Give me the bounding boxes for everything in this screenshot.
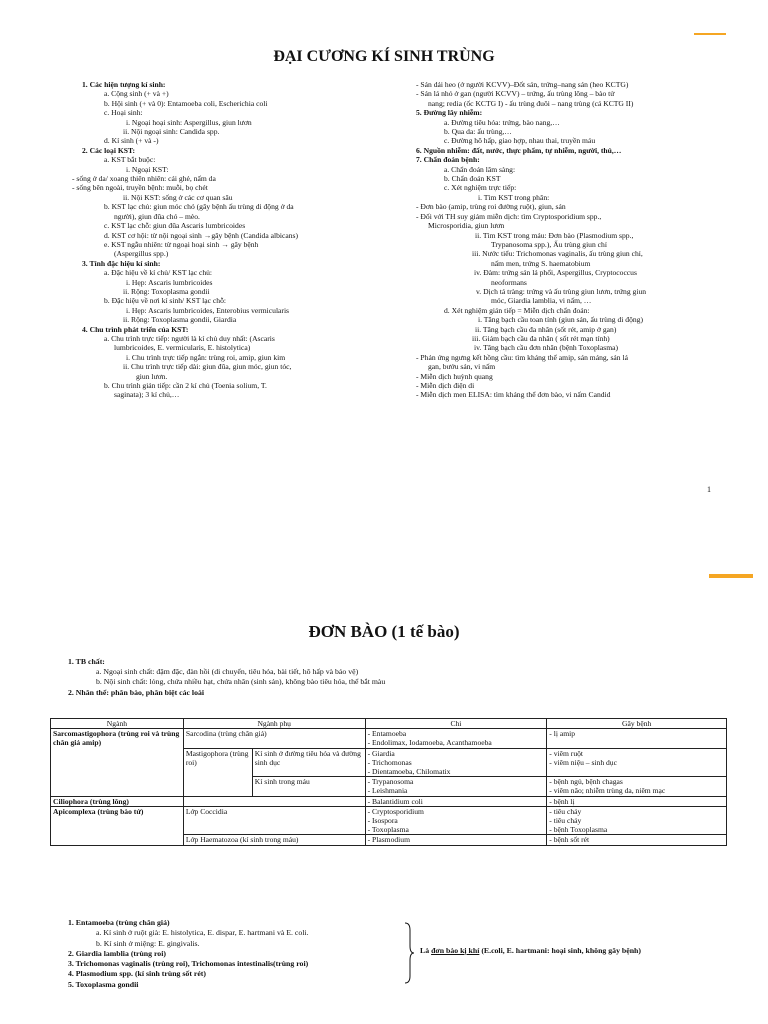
text-line: iii. Giảm bạch cầu đa nhân ( sốt rét mạn tính) <box>472 333 610 343</box>
text-line: i. Hẹp: Ascaris lumbricoides, Enterobius vermicularis <box>126 305 290 315</box>
text-line: b. Kí sinh ở miệng: E. gingivalis. <box>96 938 200 948</box>
cell-line: - Dientamoeba, Chilomatix <box>367 767 451 777</box>
cell-line: - Isospora <box>367 816 398 826</box>
text-line: ii. Nội ngoại sinh: Candida spp. <box>123 127 220 137</box>
page-1-left-column <box>72 80 402 400</box>
text-line: - sống ở da/ xoang thiên nhiên: cái ghẻ, nấm da <box>72 174 216 184</box>
cell-line: - bệnh lị <box>549 796 575 806</box>
table-cell-subphylum: Sarcodina (trùng chân giả) <box>183 729 365 748</box>
text-line: ii. Nội KST: sống ở các cơ quan sâu <box>123 192 233 202</box>
cell-line: - viêm ruột <box>549 748 584 758</box>
table-cell-nganh <box>51 729 184 796</box>
text-line: giun lươn. <box>136 371 168 381</box>
text-line: - sống bên ngoài, truyền bệnh: muỗi, bọ chét <box>72 183 208 193</box>
table-cell-genus <box>365 777 547 796</box>
table-header-row <box>51 719 727 729</box>
table-row <box>51 796 727 806</box>
table-cell-genus <box>365 748 547 777</box>
table-cell-disease <box>547 729 727 748</box>
table-cell-disease <box>547 806 727 835</box>
cell-line: - Cryptosporidium <box>367 806 424 816</box>
page-2-intro <box>68 657 728 698</box>
cell-line: - tiêu chảy <box>549 816 582 826</box>
text-line: - Miễn dịch huỳnh quang <box>416 371 493 381</box>
cell-line: - Entamoeba <box>367 729 407 739</box>
table-cell-genus <box>365 806 547 835</box>
cell-line: - Giardia <box>367 748 395 758</box>
table-header: Chi <box>365 719 547 729</box>
text-line: b. Chẩn đoán KST <box>444 174 501 184</box>
text-line: 2. Giardia lamblia (trùng roi) <box>68 948 166 958</box>
text-line: v. Dịch tá tràng: trứng và ấu trùng giun lươn, trứng giun <box>476 286 647 296</box>
text-line: Microsporidia, giun lươn <box>428 221 505 231</box>
text-line: - Sán dải heo (ở người KCVV)–Đốt sán, trứng–nang sán (heo KCTG) <box>416 80 629 89</box>
text-line: a. Chu trình trực tiếp: người là kí chủ duy nhất: (Ascaris <box>104 333 275 343</box>
text-line: - Sán lá nhỏ ở gan (người KCVV) – trứng, ấu trùng lông – bào tử <box>416 89 615 99</box>
text-line: - Miễn dịch men ELISA: tìm kháng thể đơn bào, vi nấm Candid <box>416 390 611 400</box>
curly-brace-icon <box>404 922 414 984</box>
text-line: 5. Đường lây nhiễm: <box>416 108 483 118</box>
table-row <box>51 729 727 748</box>
text-line: b. Nội sinh chất: lỏng, chứa nhiều hạt, chứa nhân (sinh sản), không bào tiêu hóa, thể bắt màu <box>96 677 386 687</box>
text-line: i. Tăng bạch cầu toan tính (giun sán, ấu trùng di động) <box>478 315 643 325</box>
text-line: c. Xét nghiệm trực tiếp: <box>444 183 517 193</box>
text-line: Trypanosoma spp.), Ấu trùng giun chỉ <box>491 239 607 249</box>
text-line: neoformans <box>491 277 527 287</box>
table-cell-subphylum: Mastigophora (trùng roi) <box>183 748 252 796</box>
text-line: a. Đặc hiệu về kí chủ/ KST lạc chủ: <box>104 268 213 278</box>
table-row <box>51 806 727 835</box>
nganh-name: Sarcomastigophora (trùng roi và trùng chân giả amip) <box>53 729 180 748</box>
text-line: b. Đặc hiệu về nơi kí sinh/ KST lạc chỗ: <box>104 296 226 306</box>
cell-line: - viêm não; nhiễm trùng da, niêm mạc <box>549 786 666 796</box>
text-line: (Aspergillus spp.) <box>114 249 169 259</box>
text-line: 3. Trichomonas vaginalis (trùng roi), Trichomonas intestinalis(trùng roi) <box>68 959 309 969</box>
text-line: 4. Plasmodium spp. (kí sinh trùng sốt rét) <box>68 969 206 979</box>
brace-note-prefix: Là <box>420 946 432 955</box>
table-cell-disease <box>547 835 727 845</box>
text-line: a. KST bắt buộc: <box>104 155 156 165</box>
table-cell-subphylum: Lớp Coccidia <box>183 806 365 835</box>
text-line: ii. Tăng bạch cầu đa nhân (sốt rét, amip ở gan) <box>475 324 617 334</box>
text-line: a. Đường tiêu hóa: trứng, bào nang,… <box>444 117 560 127</box>
cell-line: - bệnh Toxoplasma <box>549 825 608 835</box>
text-line: c. Đường hô hấp, giao hợp, nhau thai, truyền máu <box>444 136 596 146</box>
page-2-protozoa-list <box>68 918 309 990</box>
text-line: 1. Entamoeba (trùng chân giả) <box>68 918 170 927</box>
text-line: ii. Tìm KST trong máu: Đơn bào (Plasmodium spp., <box>475 230 634 240</box>
table-cell-subphylum: Lớp Haematozoa (kí sinh trong máu) <box>183 835 365 845</box>
text-line: i. Ngoại KST: <box>126 164 169 174</box>
page-2-title: ĐƠN BÀO (1 tế bào) <box>308 622 460 641</box>
table-header: Ngành <box>51 719 184 729</box>
text-line: nấm men, trứng S. haematobium <box>491 258 591 268</box>
protozoa-table <box>50 718 727 846</box>
page-gap <box>0 520 768 580</box>
text-line: iii. Nước tiểu: Trichomonas vaginalis, ấu trùng giun chỉ, <box>472 249 643 259</box>
text-line: b. Hội sinh (+ và 0): Entamoeba coli, Escherichia coli <box>104 98 268 108</box>
page-number: 1 <box>707 485 711 494</box>
text-line: 3. Tính đặc hiệu kí sinh: <box>82 258 161 268</box>
text-line: i. Hẹp: Ascaris lumbricoides <box>126 277 213 287</box>
cell-line: - Plasmodium <box>367 835 410 845</box>
accent-bar <box>694 33 726 35</box>
text-line: d. KST cơ hội: từ nội ngoại sinh →gây bệnh (Candida albicans) <box>104 230 299 240</box>
text-line: d. Kí sinh (+ và -) <box>104 136 159 146</box>
text-line: i. Tìm KST trong phân: <box>478 192 550 202</box>
text-line: saginata); 3 kí chủ,… <box>114 390 180 400</box>
text-line: gan, bướu sán, vi nấm <box>428 362 496 372</box>
cell-line: - Toxoplasma <box>367 825 409 835</box>
text-line: người), giun đũa chó – mèo. <box>114 211 200 221</box>
brace-note-underlined: đơn bào kị khí <box>431 946 480 955</box>
cell-line: - Trypanosoma <box>367 777 414 787</box>
text-line: b. Qua da: ấu trùng,… <box>444 127 512 137</box>
text-line: a. Kí sinh ở ruột già: E. histolytica, E. dispar, E. hartmani và E. coli. <box>96 928 309 938</box>
table-cell-disease <box>547 748 727 777</box>
text-line: c. Hoại sinh: <box>104 108 143 118</box>
table-cell-subgroup: Kí sinh ở đường tiêu hóa và đường sinh dục <box>252 748 365 777</box>
text-line: ii. Rộng: Toxoplasma gondii, Giardia <box>123 315 237 325</box>
cell-line: - bệnh ngủ, bệnh chagas <box>549 777 623 787</box>
cell-line: - Trichomonas <box>367 757 412 767</box>
text-line: - Đối với TH suy giảm miễn dịch: tìm Cryptosporidium spp., <box>416 211 602 221</box>
text-line: 1. TB chất: <box>68 657 105 666</box>
text-line: lumbricoides, E. vermicularis, E. histolytica) <box>114 343 251 353</box>
cell-line: - Leishmania <box>367 786 408 796</box>
table-cell-nganh <box>51 806 184 845</box>
cell-line: - bệnh sốt rét <box>549 835 590 845</box>
nganh-name: Apicomplexa (trùng bào tử) <box>53 806 144 816</box>
table-cell-empty <box>183 796 365 806</box>
cell-line: - lị amip <box>549 729 576 739</box>
table-cell-disease <box>547 777 727 796</box>
text-line: nang; redia (ốc KCTG I) - ấu trùng đuôi – nang trùng (cá KCTG II) <box>428 98 634 108</box>
text-line: a. Cộng sinh (+ và +) <box>104 89 169 99</box>
text-line: - Miễn dịch điện di <box>416 381 475 390</box>
cell-line: - tiêu chảy <box>549 806 582 816</box>
text-line: ii. Chu trình trực tiếp dài: giun đũa, giun móc, giun tóc, <box>123 362 292 372</box>
text-line: b. Chu trình gián tiếp: cần 2 kí chủ (Toenia solium, T. <box>104 381 267 390</box>
brace-note-suffix: (E.coli, E. hartmani: hoại sinh, không gây bệnh) <box>479 946 641 955</box>
table-cell-nganh <box>51 796 184 806</box>
text-line: iv. Đàm: trứng sán lá phổi, Aspergillus, Cryptococcus <box>474 268 637 278</box>
text-line: i. Chu trình trực tiếp ngắn: trùng roi, amip, giun kim <box>126 352 286 362</box>
nganh-name: Ciliophora (trùng lông) <box>53 796 129 806</box>
cell-line: - viêm niệu – sinh dục <box>549 757 617 767</box>
text-line: b. KST lạc chủ: giun móc chó (gây bệnh ấu trùng di động ở da <box>104 202 294 212</box>
text-line: 6. Nguồn nhiễm: đất, nước, thực phẩm, tự nhiễm, người, thú,… <box>416 145 622 155</box>
brace-note <box>420 946 641 955</box>
page-1-title: ĐẠI CƯƠNG KÍ SINH TRÙNG <box>273 48 495 65</box>
text-line: e. KST ngẫu nhiên: từ ngoại hoại sinh → gây bệnh <box>104 239 259 249</box>
text-line: 2. Các loại KST: <box>82 145 136 155</box>
text-line: móc, Giardia lamblia, vi nấm, … <box>491 296 592 306</box>
table-cell-genus <box>365 835 547 845</box>
text-line: - Đơn bào (amip, trùng roi đường ruột), giun, sán <box>416 202 566 212</box>
page-1-right-column <box>416 80 736 400</box>
table-cell-genus <box>365 729 547 748</box>
text-line: 1. Các hiện tượng kí sinh: <box>82 80 166 89</box>
table-cell-disease <box>547 796 727 806</box>
text-line: d. Xét nghiệm gián tiếp = Miễn dịch chẩn đoán: <box>444 305 590 315</box>
text-line: 4. Chu trình phát triển của KST: <box>82 324 189 334</box>
cell-line: - Balantidium coli <box>367 796 423 806</box>
table-cell-genus <box>365 796 547 806</box>
text-line: a. Ngoại sinh chất: đậm đặc, đàn hồi (di chuyển, tiêu hóa, bài tiết, hô hấp và bảo vệ) <box>96 667 359 677</box>
text-line: 5. Toxoplasma gondii <box>68 979 139 989</box>
text-line: ii. Rộng: Toxoplasma gondii <box>123 286 210 296</box>
text-line: 7. Chẩn đoán bệnh: <box>416 155 480 165</box>
text-line: c. KST lạc chỗ: giun đũa Ascaris lumbricoides <box>104 221 246 231</box>
table-header: Gây bệnh <box>547 719 727 729</box>
text-line: a. Chẩn đoán lâm sàng: <box>444 164 516 174</box>
table-header: Ngành phụ <box>183 719 365 729</box>
cell-line: - Endolimax, Iodamoeba, Acanthamoeba <box>367 738 492 748</box>
text-line: 2. Nhân thể: phân bào, phân biệt các loài <box>68 687 205 697</box>
text-line: iv. Tăng bạch cầu đơn nhân (bệnh Toxoplasma) <box>474 343 618 353</box>
text-line: - Phản ứng ngưng kết hồng cầu: tìm kháng thể amip, sán máng, sán lá <box>416 352 628 362</box>
text-line: i. Ngoại hoại sinh: Aspergillus, giun lươn <box>126 117 252 127</box>
table-cell-subgroup: Kí sinh trong máu <box>252 777 365 796</box>
